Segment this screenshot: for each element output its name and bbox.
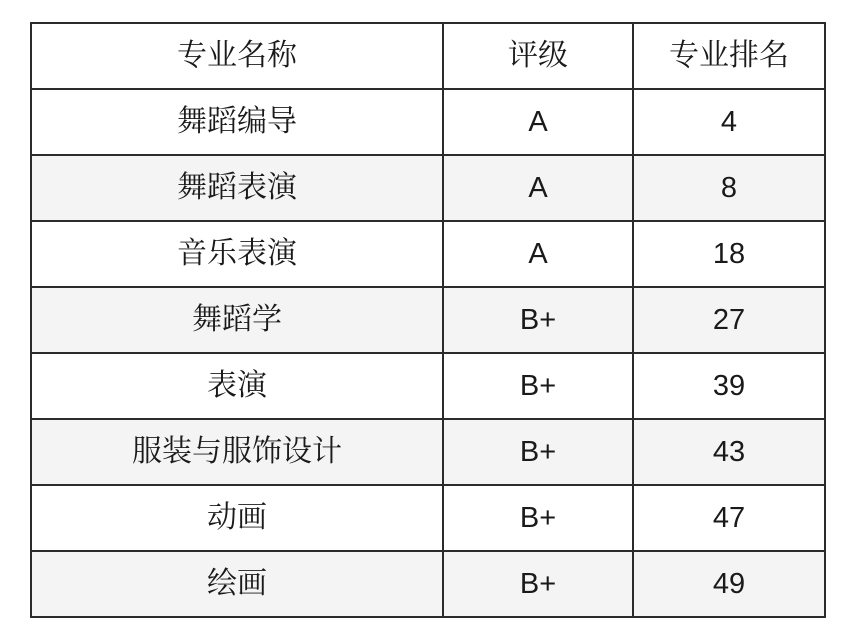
table-body xyxy=(31,89,825,617)
column-header-rank: 专业排名 xyxy=(633,23,825,89)
cell-grade: A xyxy=(443,89,633,155)
major-ranking-table xyxy=(30,22,826,618)
cell-grade: B+ xyxy=(443,287,633,353)
cell-rank: 18 xyxy=(633,221,825,287)
column-header-major-name: 专业名称 xyxy=(31,23,443,89)
cell-grade: A xyxy=(443,155,633,221)
table-header xyxy=(31,23,825,89)
cell-rank: 47 xyxy=(633,485,825,551)
cell-rank: 27 xyxy=(633,287,825,353)
table-row xyxy=(31,551,825,617)
cell-rank: 49 xyxy=(633,551,825,617)
cell-major-name: 舞蹈表演 xyxy=(31,155,443,221)
table-row xyxy=(31,419,825,485)
cell-grade: B+ xyxy=(443,419,633,485)
cell-major-name: 舞蹈编导 xyxy=(31,89,443,155)
cell-rank: 4 xyxy=(633,89,825,155)
cell-grade: B+ xyxy=(443,551,633,617)
cell-major-name: 动画 xyxy=(31,485,443,551)
table-row xyxy=(31,287,825,353)
table-header-row xyxy=(31,23,825,89)
cell-grade: B+ xyxy=(443,485,633,551)
cell-major-name: 表演 xyxy=(31,353,443,419)
table-row xyxy=(31,221,825,287)
cell-rank: 43 xyxy=(633,419,825,485)
column-header-grade: 评级 xyxy=(443,23,633,89)
cell-major-name: 舞蹈学 xyxy=(31,287,443,353)
table-row xyxy=(31,485,825,551)
cell-grade: B+ xyxy=(443,353,633,419)
table-row xyxy=(31,155,825,221)
cell-grade: A xyxy=(443,221,633,287)
cell-major-name: 绘画 xyxy=(31,551,443,617)
cell-rank: 8 xyxy=(633,155,825,221)
table-row xyxy=(31,89,825,155)
cell-major-name: 音乐表演 xyxy=(31,221,443,287)
cell-major-name: 服装与服饰设计 xyxy=(31,419,443,485)
table-row xyxy=(31,353,825,419)
cell-rank: 39 xyxy=(633,353,825,419)
